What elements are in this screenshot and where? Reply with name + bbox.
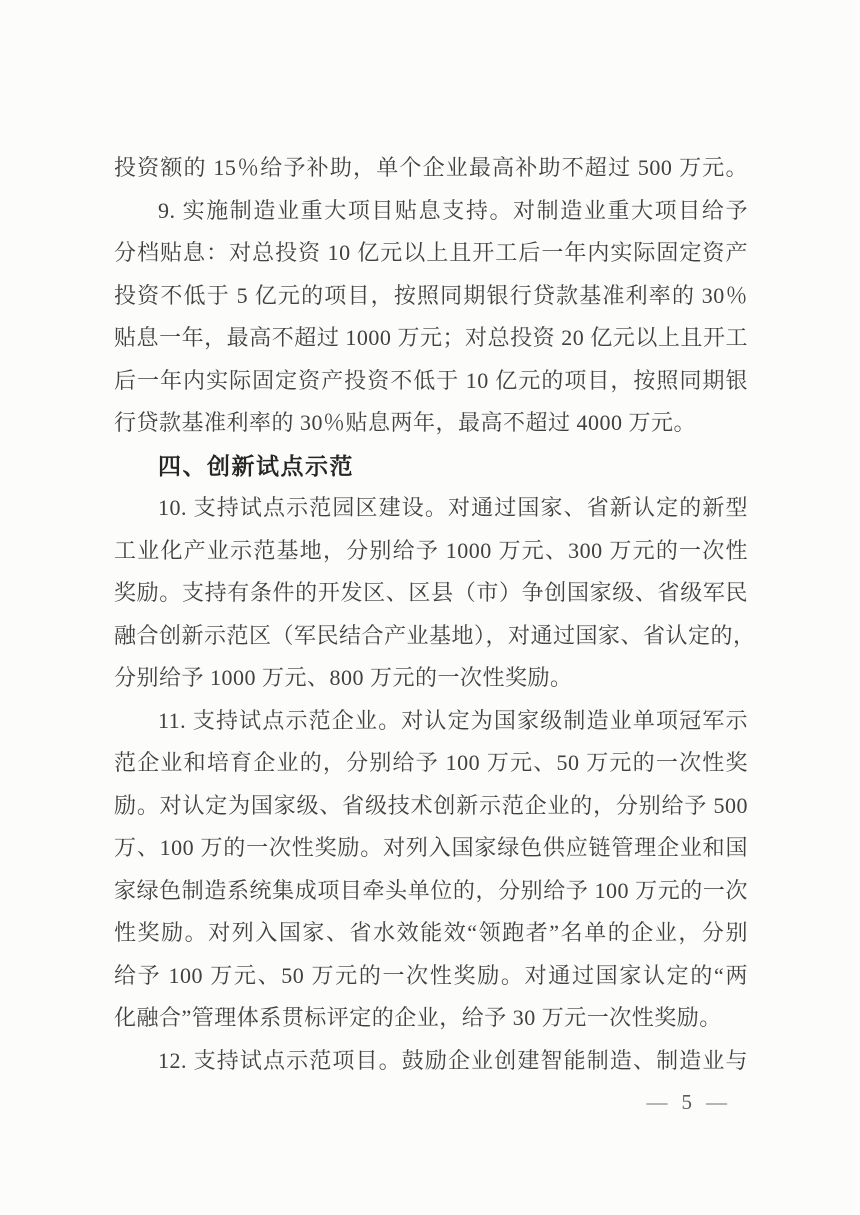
text-line: 分档贴息：对总投资 10 亿元以上且开工后一年内实际固定资产 bbox=[114, 240, 748, 265]
document-body bbox=[114, 147, 756, 1082]
text-line: 奖励。支持有条件的开发区、区县（市）争创国家级、省级军民 bbox=[114, 580, 748, 605]
text-line: 给予 100 万元、50 万元的一次性奖励。对通过国家认定的“两 bbox=[114, 962, 748, 988]
page-footer bbox=[647, 1090, 728, 1115]
text-line: 工业化产业示范基地，分别给予 1000 万元、300 万元的一次性 bbox=[114, 537, 748, 563]
text-line: 投资不低于 5 亿元的项目，按照同期银行贷款基准利率的 30％ bbox=[114, 282, 748, 308]
text-line: 投资额的 15％给予补助，单个企业最高补助不超过 500 万元。 bbox=[114, 155, 748, 180]
text-line: 万、100 万的一次性奖励。对列入国家绿色供应链管理企业和国 bbox=[114, 835, 748, 860]
text-line: 励。对认定为国家级、省级技术创新示范企业的，分别给予 500 bbox=[114, 792, 748, 818]
footer-dash-right: — bbox=[706, 1090, 727, 1114]
page-number: 5 bbox=[681, 1090, 692, 1114]
text-line: 范企业和培育企业的，分别给予 100 万元、50 万元的一次性奖 bbox=[114, 750, 748, 775]
text-line: 12. 支持试点示范项目。鼓励企业创建智能制造、制造业与 bbox=[158, 1047, 748, 1073]
text-line: 家绿色制造系统集成项目牵头单位的，分别给予 100 万元的一次 bbox=[114, 877, 748, 903]
text-line: 后一年内实际固定资产投资不低于 10 亿元的项目，按照同期银 bbox=[114, 367, 748, 393]
text-line: 行贷款基准利率的 30％贴息两年，最高不超过 4000 万元。 bbox=[114, 410, 697, 435]
text-line: 性奖励。对列入国家、省水效能效“领跑者”名单的企业，分别 bbox=[114, 920, 748, 945]
text-line: 化融合”管理体系贯标评定的企业，给予 30 万元一次性奖励。 bbox=[114, 1005, 722, 1030]
text-line: 贴息一年，最高不超过 1000 万元；对总投资 20 亿元以上且开工 bbox=[114, 325, 748, 350]
text-line: 11. 支持试点示范企业。对认定为国家级制造业单项冠军示 bbox=[158, 707, 748, 733]
text-line: 分别给予 1000 万元、800 万元的一次性奖励。 bbox=[114, 665, 573, 690]
text-line: 融合创新示范区（军民结合产业基地），对通过国家、省认定的， bbox=[114, 622, 756, 648]
text-line: 10. 支持试点示范园区建设。对通过国家、省新认定的新型 bbox=[158, 495, 748, 520]
text-line: 9. 实施制造业重大项目贴息支持。对制造业重大项目给予 bbox=[158, 197, 748, 223]
section-heading: 四、创新试点示范 bbox=[158, 452, 354, 479]
footer-dash-left: — bbox=[646, 1090, 668, 1114]
